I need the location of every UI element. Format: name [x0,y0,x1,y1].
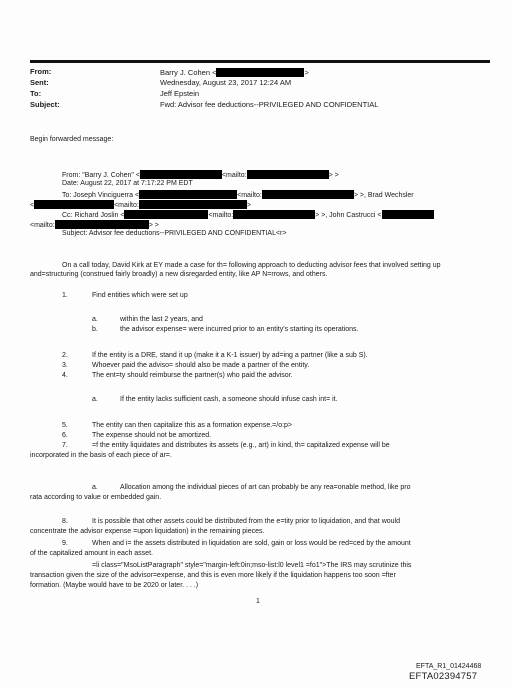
redaction-block [139,200,247,209]
list-item: The entity can then capitalize this as a formation expense.=/o:p> [92,422,293,429]
list-letter: a. [92,316,98,323]
intro-paragraph: On a call today, David Kirk at EY made a case for th= following approach to deducting advisor fees that involved setting up and=structuring (construed fairly broadly) a new disregarded entity, like AP N=rrows, and others. [30,262,441,278]
fwd-mailto: <mailto: [114,202,139,209]
fwd-from-line [62,170,339,181]
fwd-cc-line [62,210,434,221]
list-letter: b. [92,326,98,333]
from-label: From: [30,67,52,76]
list-item: Allocation among the individual pieces of art can probably be any rea=onable method, like pro [120,484,411,491]
fwd-to-cont-line [30,200,251,211]
redaction-block [233,210,315,219]
list-item: If the entity lacks sufficient cash, a someone should infuse cash int= it. [120,396,338,403]
list-item: Find entities which were set up [92,292,188,299]
page-number: 1 [256,598,260,605]
subject-value: Fwd: Advisor fee deductions--PRIVILEGED AND CONFIDENTIAL [160,100,379,109]
fwd-mailto: <mailto: [221,172,247,179]
list-item: The ent=ty should reimburse the partner(s) who paid the advisor. [92,372,293,379]
list-item-continuation: transaction given the size of the advisor=expense, and this is even more likely if the liquidation happens too soon =fter [30,572,396,579]
list-number: 2. [62,352,68,359]
fwd-to-text: To: Joseph Vinciguerra < [62,192,140,199]
list-number: 5. [62,422,68,429]
fwd-to-end: > >, Brad Wechsler [353,192,414,199]
list-number: 8. [62,518,68,525]
to-label: To: [30,89,42,98]
fwd-mailto: <mailto: [237,192,262,199]
fwd-end: > > [148,222,159,229]
sent-label: Sent: [30,78,49,87]
list-item: =li class="MsoListParagraph" style="margin-left:0in;mso-list:l0 level1 =fo1">The IRS may scrutinize this [92,562,412,569]
list-letter: a. [92,484,98,491]
forward-intro: Begin forwarded message: [30,136,114,143]
list-number: 4. [62,372,68,379]
list-item-continuation: formation. (Maybe would have to be 2020 or later. . . .) [30,582,199,589]
fwd-cc-cont-line [30,220,159,231]
list-item-continuation: rata according to value or embedded gain. [30,494,162,501]
list-item-continuation: concentrate the advisor expense =upon liquidation) in the remaining pieces. [30,528,265,535]
list-item: When and i= the assets distributed in liquidation are sold, gain or loss would be red=ced by the amount [92,540,411,547]
list-item: If the entity is a DRE, stand it up (make it a K-1 issuer) by ad=ing a partner (like a sub S). [92,352,368,359]
subject-label: Subject: [30,100,60,109]
redaction-block [247,170,329,179]
list-item: within the last 2 years, and [120,316,203,323]
fwd-to-line [62,190,414,201]
redaction-block [124,210,208,219]
list-letter: a. [92,396,98,403]
fwd-mailto: <mailto: [208,212,234,219]
redaction-block [216,68,304,77]
list-number: 7. [62,442,68,449]
from-end: > [304,68,309,77]
fwd-from-text: From: "Barry J. Cohen" < [62,172,140,179]
redaction-block [34,200,114,209]
fwd-cc-text: Cc: Richard Joslin < [62,212,125,219]
fwd-end: > > [328,172,339,179]
bates-number-secondary: EFTA02394757 [409,671,478,682]
to-value: Jeff Epstein [160,89,200,98]
list-item: =f the entity liquidates and distributes its assets (e.g., art) in kind, th= capitalized expense will be [92,442,390,449]
sent-value: Wednesday, August 23, 2017 12:24 AM [160,78,292,87]
fwd-date-line: Date: August 22, 2017 at 7:17:22 PM EDT [62,180,193,187]
list-item: Whoever paid the adviso= should also be made a partner of the entity. [92,362,310,369]
list-item: the advisor expense= were incurred prior to an entity's starting its operations. [120,326,359,333]
fwd-subject-line: Subject: Advisor fee deductions--PRIVILEGED AND CONFIDENTIAL<r> [62,230,287,237]
list-item-continuation: of the capitalized amount in each asset. [30,550,153,557]
redaction-block [139,190,237,199]
fwd-gt: > [246,202,251,209]
list-item-continuation: incorporated in the basis of each piece of ar=. [30,452,172,459]
list-item: It is possible that other assets could be distributed from the e=tity prior to liquidation, and that would [92,518,400,525]
from-value [160,68,309,78]
header-divider [30,60,490,63]
redaction-block [382,210,434,219]
redaction-block [55,220,149,229]
list-number: 6. [62,432,68,439]
list-number: 9. [62,540,68,547]
list-number: 1. [62,292,68,299]
redaction-block [140,170,222,179]
from-text: Barry J. Cohen < [160,68,217,77]
fwd-cc-end: > >, John Castrucci < [315,212,382,219]
redaction-block [262,190,354,199]
bates-number-primary: EFTA_R1_01424468 [416,663,482,670]
fwd-mailto: <mailto: [30,222,55,229]
list-item: The expense should not be amortized. [92,432,212,439]
fwd-lt: < [30,202,35,209]
list-number: 3. [62,362,68,369]
